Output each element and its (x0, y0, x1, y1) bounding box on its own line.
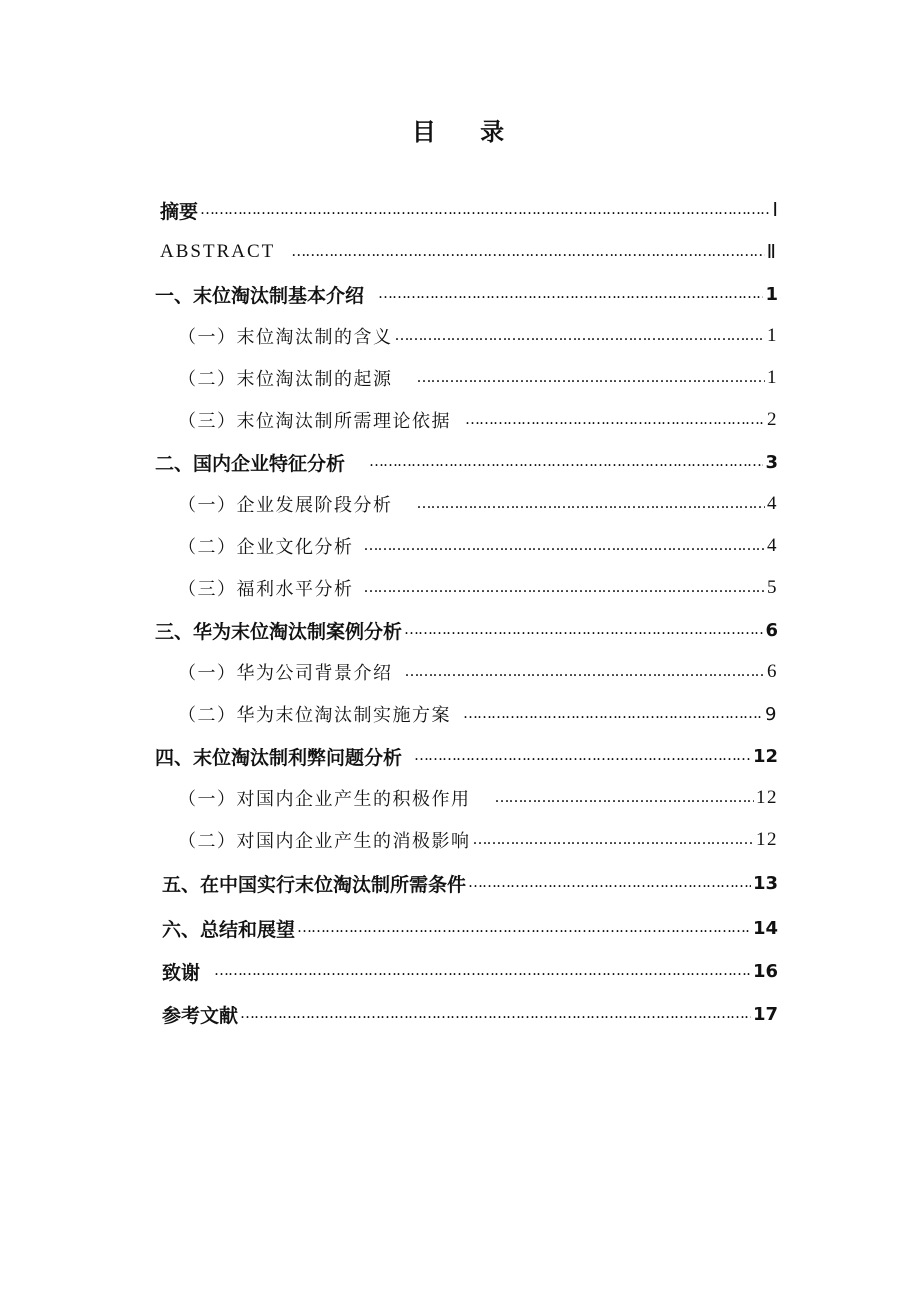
toc-entry-label: ABSTRACT (160, 241, 276, 262)
toc-entry-label: （二）华为末位淘汰制实施方案 (178, 705, 451, 726)
dot-leader (297, 918, 751, 938)
toc-entry-label: 四、末位淘汰制利弊问题分析 (155, 746, 403, 769)
toc-entry[interactable] (178, 655, 778, 689)
toc-entry-label: （三）末位淘汰制所需理论依据 (178, 411, 451, 432)
dot-leader (395, 326, 766, 346)
toc-entry-label: 一、末位淘汰制基本介绍 (155, 284, 365, 307)
toc-entry-page: 16 (752, 960, 778, 982)
toc-entry-label: （二）末位淘汰制的起源 (178, 369, 393, 390)
toc-entry[interactable] (155, 277, 778, 311)
toc-entry-label: 三、华为末位淘汰制案例分析 (155, 620, 403, 643)
toc-entry-page: 12 (756, 829, 778, 850)
dot-leader (405, 662, 766, 682)
dot-leader (214, 961, 751, 981)
dot-leader (200, 200, 770, 220)
dot-leader (291, 242, 764, 262)
toc-entry-label: 六、总结和展望 (162, 918, 296, 941)
toc-entry[interactable] (155, 739, 778, 773)
toc-entry-page: 5 (767, 577, 778, 598)
toc-entry-page: 9 (765, 703, 778, 725)
toc-entry-page: 4 (767, 535, 778, 556)
toc-entry-page: 1 (767, 325, 778, 346)
dot-leader (468, 873, 751, 893)
toc-entry-label: （二）企业文化分析 (178, 537, 354, 558)
toc-entry-label: （一）企业发展阶段分析 (178, 495, 393, 516)
dot-leader (473, 830, 755, 850)
toc-entry-page: 1 (767, 367, 778, 388)
dot-leader (240, 1004, 751, 1024)
toc-entry[interactable] (162, 911, 778, 945)
dot-leader (417, 494, 766, 514)
toc-entry-page: Ⅱ (766, 241, 778, 263)
toc-entry[interactable] (178, 571, 778, 605)
toc-entry[interactable] (160, 193, 778, 227)
dot-leader (369, 452, 763, 472)
toc-entry[interactable] (178, 361, 778, 395)
dot-leader (378, 284, 763, 304)
toc-entry[interactable] (160, 235, 778, 269)
toc-entry-label: 五、在中国实行末位淘汰制所需条件 (162, 873, 467, 896)
toc-entry-label: （一）对国内企业产生的积极作用 (178, 789, 471, 810)
toc-entry-label: （三）福利水平分析 (178, 579, 354, 600)
toc-entry-page: 14 (752, 917, 778, 939)
toc-entry-page: 2 (767, 409, 778, 430)
toc-title: 目 录 (411, 118, 523, 146)
toc-entry[interactable] (178, 823, 778, 857)
toc-entry-page: 17 (752, 1003, 778, 1025)
toc-entry-label: 摘要 (160, 200, 199, 223)
dot-leader (417, 368, 766, 388)
dot-leader (495, 788, 755, 808)
toc-entry[interactable] (162, 866, 778, 900)
toc-entry[interactable] (162, 997, 778, 1031)
dot-leader (364, 536, 766, 556)
toc-entry[interactable] (178, 697, 778, 731)
toc-entry-page: 6 (767, 661, 778, 682)
toc-entry-page: Ⅰ (772, 199, 778, 221)
toc-entry[interactable] (178, 781, 778, 815)
toc-entry-page: 12 (752, 745, 778, 767)
toc-entry-page: 4 (767, 493, 778, 514)
toc-entry[interactable] (178, 529, 778, 563)
toc-entry-label: （一）华为公司背景介绍 (178, 663, 393, 684)
toc-entry-label: （一）末位淘汰制的含义 (178, 327, 393, 348)
toc-entry-label: 参考文献 (162, 1004, 239, 1027)
dot-leader (465, 410, 765, 430)
toc-entry[interactable] (178, 487, 778, 521)
dot-leader (404, 620, 763, 640)
toc-entry-page: 12 (756, 787, 778, 808)
toc-entry-label: （二）对国内企业产生的消极影响 (178, 831, 471, 852)
toc-entry[interactable] (155, 613, 778, 647)
dot-leader (364, 578, 766, 598)
toc-entry[interactable] (155, 445, 778, 479)
dot-leader (463, 704, 763, 724)
toc-entry-page: 6 (765, 619, 778, 641)
toc-entry-label: 致谢 (162, 961, 201, 984)
toc-entry-page: 13 (752, 872, 778, 894)
toc-entry[interactable] (178, 403, 778, 437)
toc-entry[interactable] (162, 954, 778, 988)
toc-entry-label: 二、国内企业特征分析 (155, 452, 346, 475)
toc-entry-page: 3 (765, 451, 778, 473)
toc-entry-page: 1 (765, 283, 778, 305)
dot-leader (414, 746, 751, 766)
toc-entry[interactable] (178, 319, 778, 353)
